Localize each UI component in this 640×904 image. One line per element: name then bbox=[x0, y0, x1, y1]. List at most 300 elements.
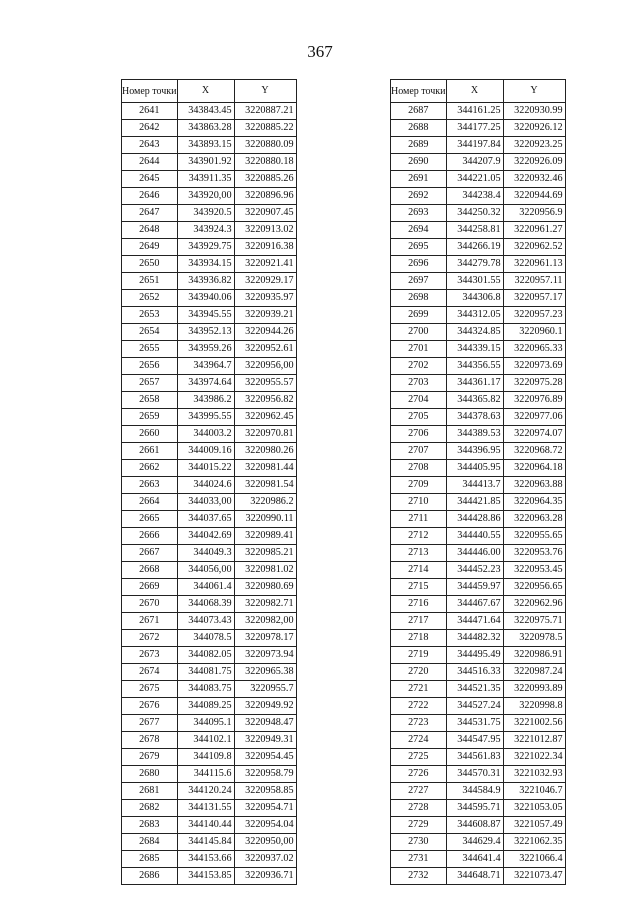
table-row bbox=[391, 324, 566, 341]
y-coordinate-cell: 3220954.71 bbox=[234, 800, 296, 817]
point-number-cell: 2712 bbox=[391, 528, 447, 545]
table-row bbox=[391, 426, 566, 443]
x-coordinate-cell: 344131.55 bbox=[177, 800, 234, 817]
y-coordinate-cell: 3220916.38 bbox=[234, 239, 296, 256]
point-number-cell: 2695 bbox=[391, 239, 447, 256]
point-number-cell: 2718 bbox=[391, 630, 447, 647]
x-coordinate-cell: 344378.63 bbox=[446, 409, 503, 426]
y-coordinate-cell: 3220973.69 bbox=[503, 358, 565, 375]
y-coordinate-cell: 3220982.71 bbox=[234, 596, 296, 613]
y-coordinate-cell: 3220955.65 bbox=[503, 528, 565, 545]
table-row bbox=[391, 698, 566, 715]
table-row bbox=[122, 715, 297, 732]
y-coordinate-cell: 3220989.41 bbox=[234, 528, 296, 545]
table-row bbox=[391, 834, 566, 851]
point-number-cell: 2672 bbox=[122, 630, 178, 647]
x-coordinate-cell: 344061.4 bbox=[177, 579, 234, 596]
y-coordinate-cell: 3220960.1 bbox=[503, 324, 565, 341]
table-row bbox=[391, 239, 566, 256]
point-number-cell: 2660 bbox=[122, 426, 178, 443]
x-coordinate-cell: 344266.19 bbox=[446, 239, 503, 256]
table-row bbox=[391, 392, 566, 409]
y-coordinate-cell: 3220953.45 bbox=[503, 562, 565, 579]
x-coordinate-cell: 343893.15 bbox=[177, 137, 234, 154]
x-coordinate-cell: 344081.75 bbox=[177, 664, 234, 681]
table-row bbox=[122, 443, 297, 460]
table-row bbox=[391, 800, 566, 817]
y-coordinate-cell: 3221046.7 bbox=[503, 783, 565, 800]
y-coordinate-cell: 3220950,00 bbox=[234, 834, 296, 851]
table-row bbox=[391, 851, 566, 868]
table-row bbox=[122, 681, 297, 698]
y-coordinate-cell: 3220952.61 bbox=[234, 341, 296, 358]
y-coordinate-cell: 3220980.26 bbox=[234, 443, 296, 460]
x-coordinate-cell: 344629.4 bbox=[446, 834, 503, 851]
y-coordinate-cell: 3220957.23 bbox=[503, 307, 565, 324]
x-coordinate-cell: 344396.95 bbox=[446, 443, 503, 460]
point-number-cell: 2704 bbox=[391, 392, 447, 409]
y-coordinate-cell: 3220885.22 bbox=[234, 120, 296, 137]
x-coordinate-cell: 344452.23 bbox=[446, 562, 503, 579]
point-number-cell: 2728 bbox=[391, 800, 447, 817]
y-coordinate-cell: 3220939.21 bbox=[234, 307, 296, 324]
table-row bbox=[391, 494, 566, 511]
x-coordinate-cell: 344250.32 bbox=[446, 205, 503, 222]
point-number-cell: 2647 bbox=[122, 205, 178, 222]
y-coordinate-cell: 3220954.04 bbox=[234, 817, 296, 834]
table-row bbox=[391, 749, 566, 766]
table-row bbox=[391, 511, 566, 528]
table-row bbox=[122, 103, 297, 120]
point-number-cell: 2673 bbox=[122, 647, 178, 664]
point-number-cell: 2720 bbox=[391, 664, 447, 681]
table-row bbox=[122, 596, 297, 613]
table-row bbox=[122, 256, 297, 273]
table-row bbox=[391, 256, 566, 273]
y-coordinate-cell: 3220957.17 bbox=[503, 290, 565, 307]
point-number-cell: 2644 bbox=[122, 154, 178, 171]
table-row bbox=[391, 460, 566, 477]
table-row bbox=[391, 290, 566, 307]
table-row bbox=[122, 851, 297, 868]
y-coordinate-cell: 3220981.54 bbox=[234, 477, 296, 494]
table-row bbox=[122, 732, 297, 749]
x-coordinate-cell: 343863.28 bbox=[177, 120, 234, 137]
table-row bbox=[391, 443, 566, 460]
x-coordinate-cell: 343974.64 bbox=[177, 375, 234, 392]
table-row bbox=[391, 307, 566, 324]
x-coordinate-cell: 344068.39 bbox=[177, 596, 234, 613]
table-row bbox=[391, 205, 566, 222]
point-number-cell: 2656 bbox=[122, 358, 178, 375]
point-number-cell: 2662 bbox=[122, 460, 178, 477]
x-coordinate-cell: 344197.84 bbox=[446, 137, 503, 154]
point-number-cell: 2677 bbox=[122, 715, 178, 732]
point-number-cell: 2679 bbox=[122, 749, 178, 766]
point-number-cell: 2648 bbox=[122, 222, 178, 239]
point-number-cell: 2713 bbox=[391, 545, 447, 562]
y-coordinate-cell: 3220880.09 bbox=[234, 137, 296, 154]
x-coordinate-cell: 343964.7 bbox=[177, 358, 234, 375]
coordinates-table-left bbox=[121, 79, 297, 885]
table-row bbox=[391, 222, 566, 239]
x-coordinate-cell: 343995.55 bbox=[177, 409, 234, 426]
point-number-cell: 2721 bbox=[391, 681, 447, 698]
table-row bbox=[391, 817, 566, 834]
coordinates-table-right bbox=[390, 79, 566, 885]
table-row bbox=[391, 664, 566, 681]
point-number-cell: 2670 bbox=[122, 596, 178, 613]
x-coordinate-cell: 343901.92 bbox=[177, 154, 234, 171]
x-coordinate-cell: 344015.22 bbox=[177, 460, 234, 477]
table-row bbox=[391, 647, 566, 664]
y-coordinate-cell: 3220948.47 bbox=[234, 715, 296, 732]
x-coordinate-cell: 344641.4 bbox=[446, 851, 503, 868]
point-number-cell: 2706 bbox=[391, 426, 447, 443]
y-coordinate-cell: 3220975.71 bbox=[503, 613, 565, 630]
table-row bbox=[391, 171, 566, 188]
table-row bbox=[122, 766, 297, 783]
table-row bbox=[122, 375, 297, 392]
table-row bbox=[391, 341, 566, 358]
x-coordinate-cell: 343945.55 bbox=[177, 307, 234, 324]
point-number-cell: 2680 bbox=[122, 766, 178, 783]
table-row bbox=[122, 426, 297, 443]
table-row bbox=[122, 494, 297, 511]
table-row bbox=[391, 868, 566, 885]
table-row bbox=[122, 137, 297, 154]
table-row bbox=[122, 222, 297, 239]
x-coordinate-cell: 344440.55 bbox=[446, 528, 503, 545]
y-coordinate-cell: 3220935.97 bbox=[234, 290, 296, 307]
table-row bbox=[391, 681, 566, 698]
point-number-cell: 2727 bbox=[391, 783, 447, 800]
header-y: Y bbox=[503, 80, 565, 103]
x-coordinate-cell: 344109.8 bbox=[177, 749, 234, 766]
y-coordinate-cell: 3220963.28 bbox=[503, 511, 565, 528]
x-coordinate-cell: 344361.17 bbox=[446, 375, 503, 392]
table-row bbox=[391, 613, 566, 630]
table-row bbox=[391, 375, 566, 392]
point-number-cell: 2730 bbox=[391, 834, 447, 851]
table-row bbox=[391, 154, 566, 171]
header-y: Y bbox=[234, 80, 296, 103]
x-coordinate-cell: 343959.26 bbox=[177, 341, 234, 358]
x-coordinate-cell: 343936.82 bbox=[177, 273, 234, 290]
table-row bbox=[122, 545, 297, 562]
x-coordinate-cell: 344115.6 bbox=[177, 766, 234, 783]
table-row bbox=[122, 800, 297, 817]
table-row bbox=[122, 698, 297, 715]
point-number-cell: 2655 bbox=[122, 341, 178, 358]
y-coordinate-cell: 3220976.89 bbox=[503, 392, 565, 409]
point-number-cell: 2710 bbox=[391, 494, 447, 511]
y-coordinate-cell: 3220953.76 bbox=[503, 545, 565, 562]
x-coordinate-cell: 344584.9 bbox=[446, 783, 503, 800]
y-coordinate-cell: 3220958.79 bbox=[234, 766, 296, 783]
y-coordinate-cell: 3221053.05 bbox=[503, 800, 565, 817]
table-row bbox=[391, 409, 566, 426]
point-number-cell: 2652 bbox=[122, 290, 178, 307]
table-row bbox=[122, 290, 297, 307]
x-coordinate-cell: 344547.95 bbox=[446, 732, 503, 749]
x-coordinate-cell: 344089.25 bbox=[177, 698, 234, 715]
table-row bbox=[122, 630, 297, 647]
y-coordinate-cell: 3220944.26 bbox=[234, 324, 296, 341]
table-row bbox=[122, 579, 297, 596]
table-row bbox=[391, 477, 566, 494]
point-number-cell: 2693 bbox=[391, 205, 447, 222]
x-coordinate-cell: 344207.9 bbox=[446, 154, 503, 171]
point-number-cell: 2703 bbox=[391, 375, 447, 392]
x-coordinate-cell: 343924.3 bbox=[177, 222, 234, 239]
y-coordinate-cell: 3220986.91 bbox=[503, 647, 565, 664]
point-number-cell: 2723 bbox=[391, 715, 447, 732]
y-coordinate-cell: 3220880.18 bbox=[234, 154, 296, 171]
point-number-cell: 2700 bbox=[391, 324, 447, 341]
point-number-cell: 2731 bbox=[391, 851, 447, 868]
y-coordinate-cell: 3221012.87 bbox=[503, 732, 565, 749]
table-row bbox=[122, 307, 297, 324]
point-number-cell: 2659 bbox=[122, 409, 178, 426]
x-coordinate-cell: 343920.5 bbox=[177, 205, 234, 222]
x-coordinate-cell: 344161.25 bbox=[446, 103, 503, 120]
y-coordinate-cell: 3220926.09 bbox=[503, 154, 565, 171]
x-coordinate-cell: 344312.05 bbox=[446, 307, 503, 324]
x-coordinate-cell: 344140.44 bbox=[177, 817, 234, 834]
y-coordinate-cell: 3220929.17 bbox=[234, 273, 296, 290]
table-row bbox=[122, 273, 297, 290]
point-number-cell: 2653 bbox=[122, 307, 178, 324]
point-number-cell: 2665 bbox=[122, 511, 178, 528]
header-point-number: Номер точки bbox=[122, 80, 178, 103]
x-coordinate-cell: 343940.06 bbox=[177, 290, 234, 307]
x-coordinate-cell: 344389.53 bbox=[446, 426, 503, 443]
y-coordinate-cell: 3220986.2 bbox=[234, 494, 296, 511]
x-coordinate-cell: 344324.85 bbox=[446, 324, 503, 341]
y-coordinate-cell: 3220964.18 bbox=[503, 460, 565, 477]
point-number-cell: 2722 bbox=[391, 698, 447, 715]
y-coordinate-cell: 3220968.72 bbox=[503, 443, 565, 460]
x-coordinate-cell: 344405.95 bbox=[446, 460, 503, 477]
x-coordinate-cell: 344120.24 bbox=[177, 783, 234, 800]
x-coordinate-cell: 344413.7 bbox=[446, 477, 503, 494]
y-coordinate-cell: 3220956.9 bbox=[503, 205, 565, 222]
table-row bbox=[122, 188, 297, 205]
x-coordinate-cell: 344301.55 bbox=[446, 273, 503, 290]
table-row bbox=[122, 834, 297, 851]
table-row bbox=[391, 358, 566, 375]
point-number-cell: 2705 bbox=[391, 409, 447, 426]
y-coordinate-cell: 3220974.07 bbox=[503, 426, 565, 443]
y-coordinate-cell: 3221032.93 bbox=[503, 766, 565, 783]
table-row bbox=[122, 868, 297, 885]
point-number-cell: 2714 bbox=[391, 562, 447, 579]
point-number-cell: 2691 bbox=[391, 171, 447, 188]
point-number-cell: 2696 bbox=[391, 256, 447, 273]
y-coordinate-cell: 3220982,00 bbox=[234, 613, 296, 630]
y-coordinate-cell: 3220964.35 bbox=[503, 494, 565, 511]
x-coordinate-cell: 343934.15 bbox=[177, 256, 234, 273]
table-row bbox=[391, 766, 566, 783]
point-number-cell: 2707 bbox=[391, 443, 447, 460]
point-number-cell: 2642 bbox=[122, 120, 178, 137]
point-number-cell: 2725 bbox=[391, 749, 447, 766]
x-coordinate-cell: 344009.16 bbox=[177, 443, 234, 460]
y-coordinate-cell: 3220923.25 bbox=[503, 137, 565, 154]
y-coordinate-cell: 3220965.38 bbox=[234, 664, 296, 681]
header-x: X bbox=[446, 80, 503, 103]
y-coordinate-cell: 3220887.21 bbox=[234, 103, 296, 120]
table-row bbox=[122, 749, 297, 766]
page-number: 367 bbox=[307, 42, 333, 61]
point-number-cell: 2684 bbox=[122, 834, 178, 851]
table-row bbox=[122, 477, 297, 494]
table-row bbox=[391, 579, 566, 596]
table-row bbox=[122, 205, 297, 222]
y-coordinate-cell: 3220998.8 bbox=[503, 698, 565, 715]
point-number-cell: 2702 bbox=[391, 358, 447, 375]
y-coordinate-cell: 3220955.7 bbox=[234, 681, 296, 698]
x-coordinate-cell: 344153.66 bbox=[177, 851, 234, 868]
y-coordinate-cell: 3220956.82 bbox=[234, 392, 296, 409]
point-number-cell: 2657 bbox=[122, 375, 178, 392]
point-number-cell: 2708 bbox=[391, 460, 447, 477]
point-number-cell: 2641 bbox=[122, 103, 178, 120]
x-coordinate-cell: 344428.86 bbox=[446, 511, 503, 528]
table-row bbox=[122, 460, 297, 477]
x-coordinate-cell: 344467.67 bbox=[446, 596, 503, 613]
x-coordinate-cell: 344177.25 bbox=[446, 120, 503, 137]
y-coordinate-cell: 3220963.88 bbox=[503, 477, 565, 494]
point-number-cell: 2724 bbox=[391, 732, 447, 749]
table-row bbox=[122, 664, 297, 681]
point-number-cell: 2663 bbox=[122, 477, 178, 494]
y-coordinate-cell: 3220962.96 bbox=[503, 596, 565, 613]
point-number-cell: 2669 bbox=[122, 579, 178, 596]
y-coordinate-cell: 3220921.41 bbox=[234, 256, 296, 273]
x-coordinate-cell: 344306.8 bbox=[446, 290, 503, 307]
y-coordinate-cell: 3220949.92 bbox=[234, 698, 296, 715]
x-coordinate-cell: 344082.05 bbox=[177, 647, 234, 664]
point-number-cell: 2711 bbox=[391, 511, 447, 528]
y-coordinate-cell: 3220981.02 bbox=[234, 562, 296, 579]
y-coordinate-cell: 3220985.21 bbox=[234, 545, 296, 562]
y-coordinate-cell: 3220954.45 bbox=[234, 749, 296, 766]
table-row bbox=[391, 630, 566, 647]
table-row bbox=[122, 613, 297, 630]
y-coordinate-cell: 3220932.46 bbox=[503, 171, 565, 188]
table-row bbox=[122, 171, 297, 188]
point-number-cell: 2658 bbox=[122, 392, 178, 409]
point-number-cell: 2682 bbox=[122, 800, 178, 817]
x-coordinate-cell: 344037.65 bbox=[177, 511, 234, 528]
point-number-cell: 2681 bbox=[122, 783, 178, 800]
point-number-cell: 2726 bbox=[391, 766, 447, 783]
x-coordinate-cell: 343929.75 bbox=[177, 239, 234, 256]
point-number-cell: 2729 bbox=[391, 817, 447, 834]
table-row bbox=[122, 511, 297, 528]
table-row bbox=[391, 188, 566, 205]
table-row bbox=[391, 715, 566, 732]
table-row bbox=[122, 358, 297, 375]
point-number-cell: 2701 bbox=[391, 341, 447, 358]
point-number-cell: 2649 bbox=[122, 239, 178, 256]
y-coordinate-cell: 3220956.65 bbox=[503, 579, 565, 596]
point-number-cell: 2697 bbox=[391, 273, 447, 290]
y-coordinate-cell: 3220962.52 bbox=[503, 239, 565, 256]
x-coordinate-cell: 344482.32 bbox=[446, 630, 503, 647]
point-number-cell: 2685 bbox=[122, 851, 178, 868]
header-point-number: Номер точки bbox=[391, 80, 447, 103]
point-number-cell: 2688 bbox=[391, 120, 447, 137]
point-number-cell: 2654 bbox=[122, 324, 178, 341]
y-coordinate-cell: 3220993.89 bbox=[503, 681, 565, 698]
point-number-cell: 2717 bbox=[391, 613, 447, 630]
table-row bbox=[391, 562, 566, 579]
y-coordinate-cell: 3220961.13 bbox=[503, 256, 565, 273]
point-number-cell: 2709 bbox=[391, 477, 447, 494]
y-coordinate-cell: 3220949.31 bbox=[234, 732, 296, 749]
point-number-cell: 2690 bbox=[391, 154, 447, 171]
table-row bbox=[391, 783, 566, 800]
point-number-cell: 2732 bbox=[391, 868, 447, 885]
point-number-cell: 2687 bbox=[391, 103, 447, 120]
point-number-cell: 2676 bbox=[122, 698, 178, 715]
y-coordinate-cell: 3220961.27 bbox=[503, 222, 565, 239]
x-coordinate-cell: 343920,00 bbox=[177, 188, 234, 205]
point-number-cell: 2699 bbox=[391, 307, 447, 324]
x-coordinate-cell: 344595.71 bbox=[446, 800, 503, 817]
x-coordinate-cell: 344279.78 bbox=[446, 256, 503, 273]
point-number-cell: 2667 bbox=[122, 545, 178, 562]
y-coordinate-cell: 3220977.06 bbox=[503, 409, 565, 426]
y-coordinate-cell: 3220987.24 bbox=[503, 664, 565, 681]
x-coordinate-cell: 344238.4 bbox=[446, 188, 503, 205]
point-number-cell: 2692 bbox=[391, 188, 447, 205]
y-coordinate-cell: 3221002.56 bbox=[503, 715, 565, 732]
y-coordinate-cell: 3220975.28 bbox=[503, 375, 565, 392]
table-row bbox=[122, 647, 297, 664]
y-coordinate-cell: 3220956,00 bbox=[234, 358, 296, 375]
table-row bbox=[122, 528, 297, 545]
point-number-cell: 2683 bbox=[122, 817, 178, 834]
table-row bbox=[122, 324, 297, 341]
y-coordinate-cell: 3220885.26 bbox=[234, 171, 296, 188]
y-coordinate-cell: 3220980.69 bbox=[234, 579, 296, 596]
x-coordinate-cell: 344078.5 bbox=[177, 630, 234, 647]
x-coordinate-cell: 344145.84 bbox=[177, 834, 234, 851]
x-coordinate-cell: 344153.85 bbox=[177, 868, 234, 885]
x-coordinate-cell: 344073.43 bbox=[177, 613, 234, 630]
x-coordinate-cell: 344421.85 bbox=[446, 494, 503, 511]
y-coordinate-cell: 3221073.47 bbox=[503, 868, 565, 885]
point-number-cell: 2664 bbox=[122, 494, 178, 511]
y-coordinate-cell: 3220958.85 bbox=[234, 783, 296, 800]
x-coordinate-cell: 343911.35 bbox=[177, 171, 234, 188]
table-row bbox=[391, 732, 566, 749]
y-coordinate-cell: 3220990.11 bbox=[234, 511, 296, 528]
table-row bbox=[122, 562, 297, 579]
x-coordinate-cell: 344365.82 bbox=[446, 392, 503, 409]
y-coordinate-cell: 3220962.45 bbox=[234, 409, 296, 426]
point-number-cell: 2668 bbox=[122, 562, 178, 579]
x-coordinate-cell: 344033,00 bbox=[177, 494, 234, 511]
y-coordinate-cell: 3220970.81 bbox=[234, 426, 296, 443]
point-number-cell: 2698 bbox=[391, 290, 447, 307]
x-coordinate-cell: 344083.75 bbox=[177, 681, 234, 698]
y-coordinate-cell: 3220978.5 bbox=[503, 630, 565, 647]
